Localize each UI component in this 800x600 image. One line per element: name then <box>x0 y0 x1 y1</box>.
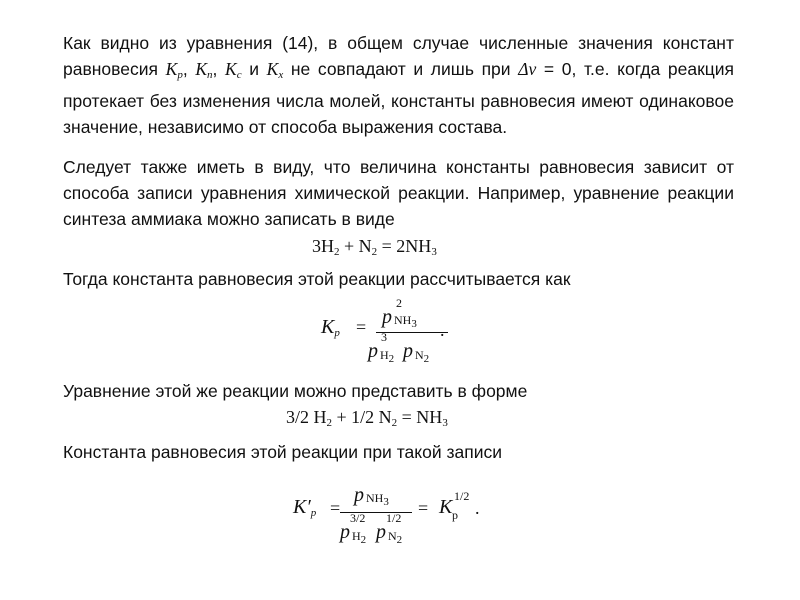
delta-nu: Δν <box>518 59 537 79</box>
equation-half-synthesis: 3/2 $H_2 + 1/2$ $N_2 = NH_3$ <box>286 407 448 429</box>
kp-symbol: $K_p$ <box>165 59 183 81</box>
kc-symbol: $K_c$ <box>225 59 242 81</box>
text-constant-alt: Константа равновесия этой реакции при такой записи <box>63 442 503 462</box>
paragraph-2 <box>63 154 734 232</box>
p2-text: Следует также иметь в виду, что величина константы равновесия зависит от способа записи уравнения химической реакции. Например, уравнение реакции синтеза аммиака можно записать в виде <box>63 157 734 229</box>
text-alt-form: Уравнение этой же реакции можно представить в форме <box>63 381 528 401</box>
sep: , <box>182 59 196 79</box>
kx-symbol: $K_x$ <box>266 59 284 81</box>
equation-kp: $K_p$ = p 2 $NH_3$ p 3 $H_2$ p $N_2$ . <box>318 296 458 366</box>
equation-kp-prime: $K'_p$ = p $NH_3$ p 3/2 $H_2$ p 1/2 $N_2$ = K p 1/2 . <box>293 484 480 546</box>
p1-text-c: = 0, т.е. когда реакция протекает без изменения числа молей, константы равновесия имеют одинаковое значение, независимо от способа выражения состава. <box>63 59 735 137</box>
sep: , <box>212 59 226 79</box>
kn-symbol: $K_n$ <box>195 59 213 81</box>
text-constant-calc: Тогда константа равновесия этой реакции рассчитывается как <box>63 269 571 289</box>
p1-text-a: Как видно из уравнения (14), в общем случае численные значения констант равновесия <box>63 33 734 79</box>
p1-text-b: не совпадают и лишь при <box>283 59 519 79</box>
conj: и <box>241 59 267 79</box>
paragraph-1 <box>63 30 734 140</box>
equation-synthesis: $3H_2 + N_2 = 2NH_3$ <box>312 236 437 258</box>
